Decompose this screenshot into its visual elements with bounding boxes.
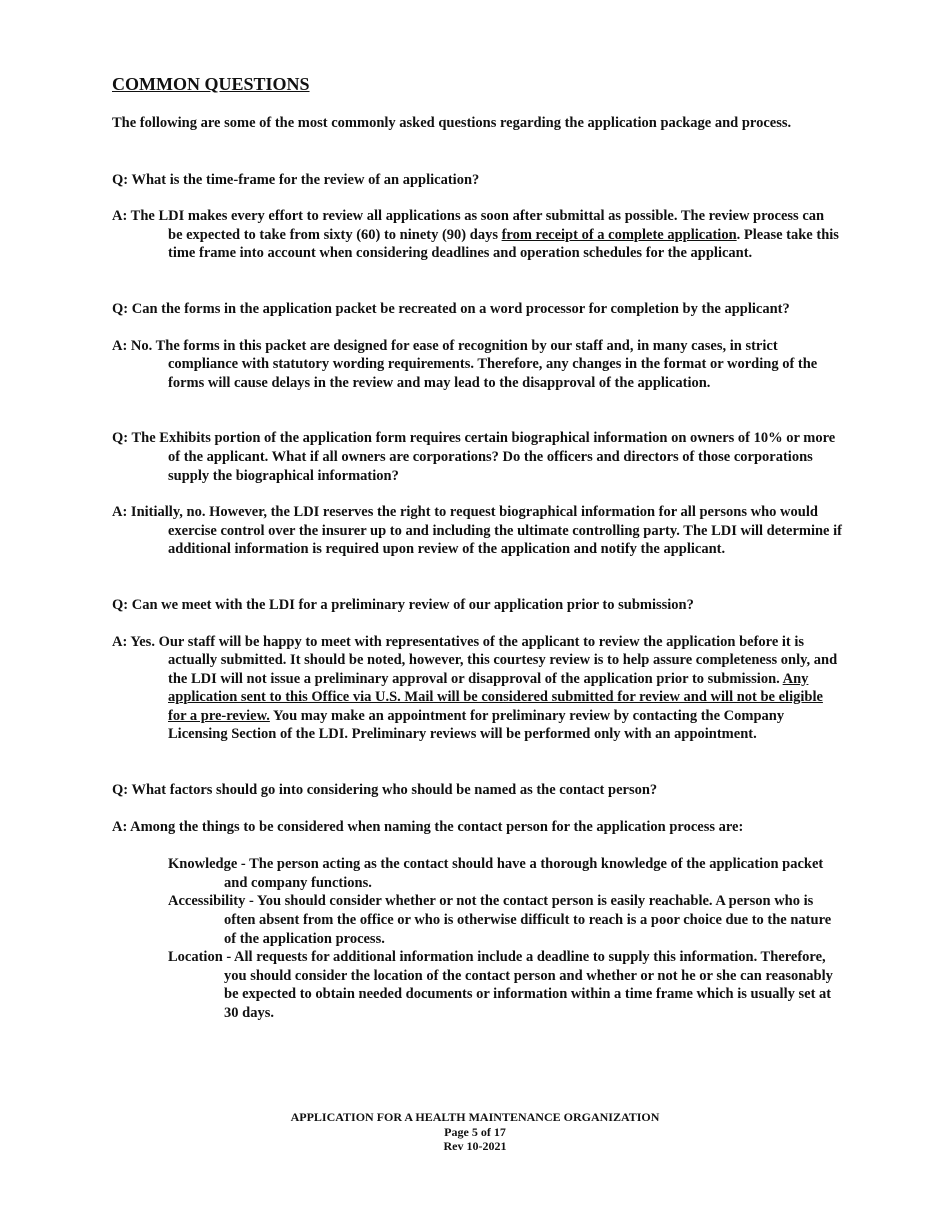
document-body — [112, 72, 842, 1023]
footer-form-title: APPLICATION FOR A HEALTH MAINTENANCE ORGANIZATION — [290, 1110, 660, 1124]
question-4: Q: Can we meet with the LDI for a preliminary review of our application prior to submission? — [112, 596, 694, 613]
answer-4-underlined: Any application sent to this Office via U.S. Mail will be considered submitted for review and will not be eligible for a pre-review. — [168, 670, 823, 724]
answer-4-text-end: You may make an appointment for preliminary review by contacting the Company Licensing Section of the LDI. Preliminary reviews will be performed only with an appointment. — [168, 707, 785, 743]
answer-5: A: Among the things to be considered when naming the contact person for the application process are: — [112, 818, 744, 835]
answer-1-text-end: . Please take this time frame into account when considering deadlines and operation schedules for the applicant. — [168, 226, 839, 262]
page-title: COMMON QUESTIONS — [112, 74, 310, 94]
question-3: Q: The Exhibits portion of the application form requires certain biographical information on owners of 10% or more of the applicant. What if all owners are corporations? Do the officers and directors of those corporations supply the biographical information? — [112, 430, 836, 484]
question-1: Q: What is the time-frame for the review of an application? — [112, 171, 480, 188]
factor-location: Location - All requests for additional information include a deadline to supply this information. Therefore, you should consider the location of the contact person and whether or not he or she can reasonably be expected to obtain needed documents or information within a time frame which is usually set at 30 days. — [168, 949, 833, 1021]
answer-1-underlined: from receipt of a complete application — [501, 226, 737, 243]
footer-page-number: Page 5 of 17 — [444, 1124, 506, 1139]
answer-4 — [112, 633, 842, 745]
answer-2: A: No. The forms in this packet are designed for ease of recognition by our staff and, in many cases, in strict compliance with statutory wording requirements. Therefore, any changes in the format or wording of the forms will cause delays in the review and may lead to the disapproval of the application. — [112, 337, 818, 391]
answer-1 — [112, 207, 842, 263]
contact-factors-list — [168, 855, 842, 1022]
intro-paragraph: The following are some of the most commonly asked questions regarding the application package and process. — [112, 115, 792, 131]
factor-knowledge: Knowledge - The person acting as the contact should have a thorough knowledge of the application packet and company functions. — [168, 856, 824, 891]
factor-accessibility: Accessibility - You should consider whether or not the contact person is easily reachable. A person who is often absent from the office or who is otherwise difficult to reach is a poor choice due to the nature of the application process. — [168, 893, 832, 947]
question-5: Q: What factors should go into considering who should be named as the contact person? — [112, 782, 658, 799]
page-footer — [0, 1110, 950, 1154]
answer-1-text: A: The LDI makes every effort to review all applications as soon after submittal as possible. The review process can be expected to take from sixty (60) to ninety (90) days — [112, 208, 825, 243]
question-2: Q: Can the forms in the application packet be recreated on a word processor for completion by the applicant? — [112, 300, 790, 317]
answer-4-text: A: Yes. Our staff will be happy to meet with representatives of the applicant to review the application before it is actually submitted. It should be noted, however, this courtesy review is to help assure completeness only, and the LDI will not issue a preliminary approval or disapproval of the application prior to submission. — [112, 633, 838, 687]
footer-revision: Rev 10-2021 — [443, 1139, 507, 1153]
answer-3: A: Initially, no. However, the LDI reserves the right to request biographical information for all persons who would exercise control over the insurer up to and including the ultimate controlling party. The LDI will determine if additional information is required upon review of the application and notify the applicant. — [112, 504, 842, 558]
